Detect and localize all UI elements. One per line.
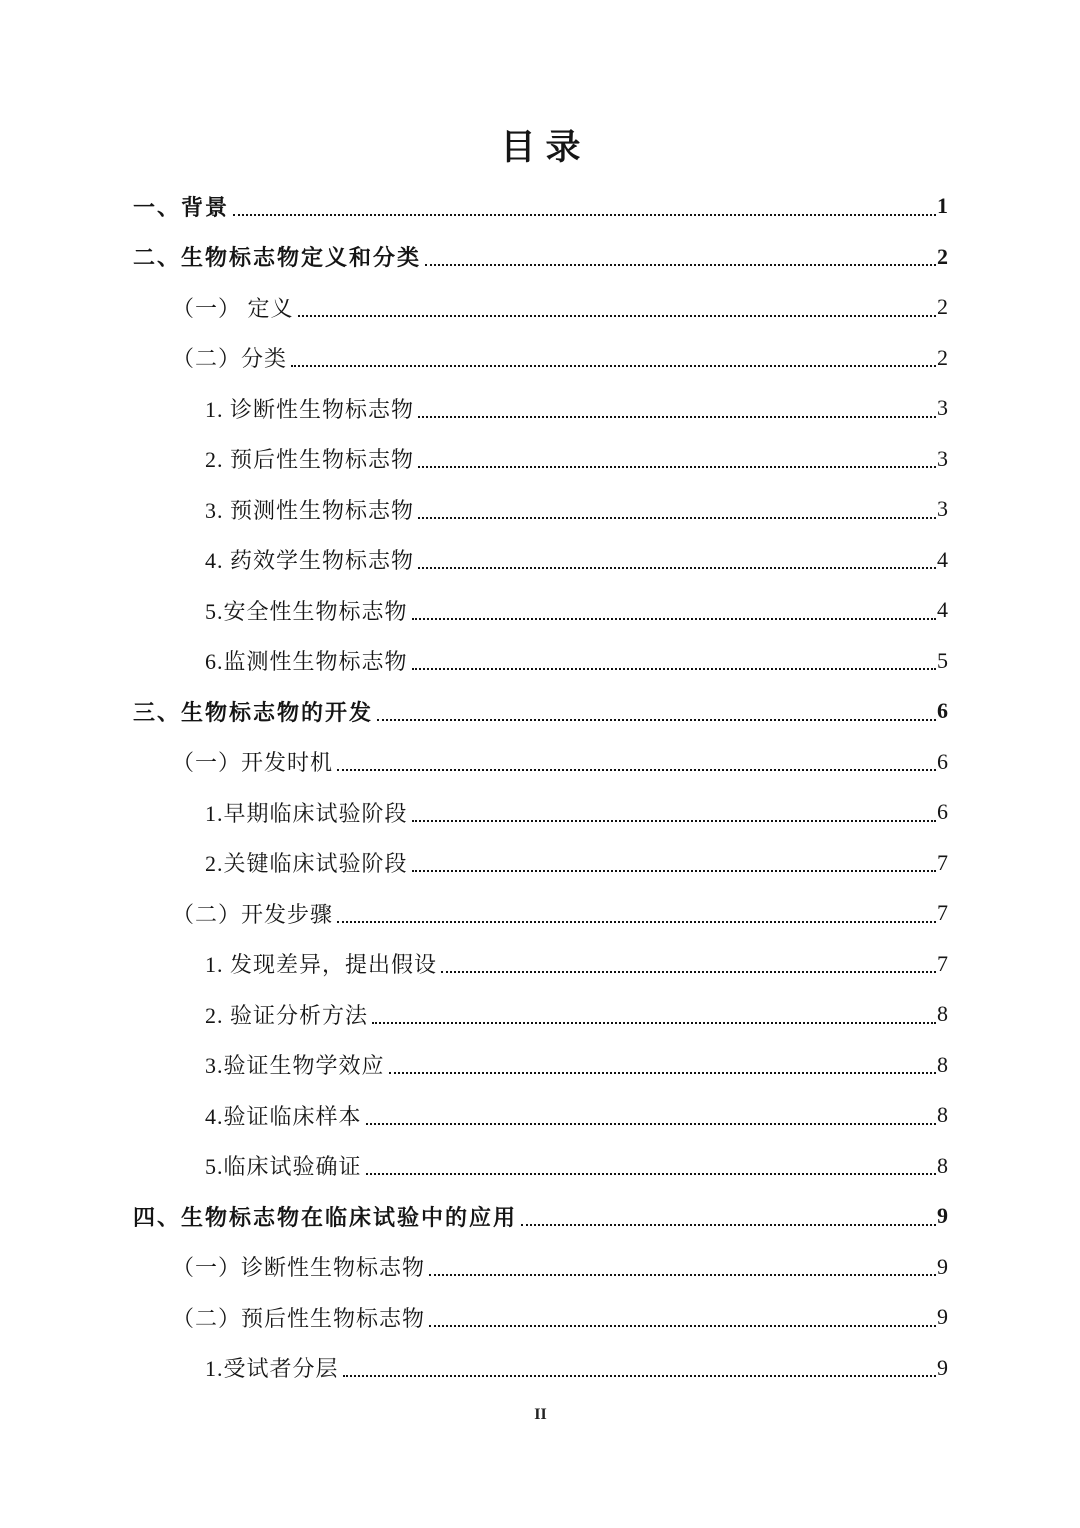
dot-leader-icon [441, 954, 936, 973]
page-title: 目录 [500, 128, 591, 167]
toc-entry[interactable] [133, 282, 948, 333]
dot-leader-icon [343, 1358, 936, 1377]
dot-leader-icon [233, 197, 936, 216]
dot-leader-icon [291, 348, 936, 367]
toc-entry[interactable] [133, 686, 948, 737]
toc-entry-page: 7 [937, 950, 948, 976]
dot-leader-icon [429, 1257, 936, 1276]
toc-entry-page: 9 [937, 1253, 948, 1279]
toc-entry-page: 5 [937, 647, 948, 673]
toc-entry-page: 8 [937, 1152, 948, 1178]
toc-entry-label: （一）诊断性生物标志物 [172, 1255, 426, 1281]
toc-entry-label: 4. 药效学生物标志物 [205, 548, 415, 574]
toc-entry-page: 4 [937, 546, 948, 572]
footer-page-number: II [534, 1406, 547, 1423]
toc-entry-label: 1. 诊断性生物标志物 [205, 396, 415, 422]
toc-entry[interactable] [133, 888, 948, 939]
toc-entry-label: （二）分类 [172, 346, 288, 372]
toc-entry-label: 6.监测性生物标志物 [205, 649, 408, 675]
dot-leader-icon [418, 500, 936, 519]
toc-entry-label: 3. 预测性生物标志物 [205, 497, 415, 523]
dot-leader-icon [418, 550, 936, 569]
toc-entry-label: 一、背景 [133, 194, 230, 220]
toc-entry[interactable] [133, 787, 948, 838]
toc-entry[interactable] [133, 1191, 948, 1242]
dot-leader-icon [418, 399, 936, 418]
dot-leader-icon [337, 752, 936, 771]
toc-entry-page: 4 [937, 597, 948, 623]
toc-entry[interactable] [133, 838, 948, 889]
toc-entry-page: 7 [937, 900, 948, 926]
toc-entry-page: 7 [937, 849, 948, 875]
toc-entry-page: 9 [937, 1304, 948, 1330]
toc-entry-label: 2. 预后性生物标志物 [205, 447, 415, 473]
toc-entry[interactable] [133, 585, 948, 636]
toc-entry[interactable] [133, 1242, 948, 1293]
toc-entry[interactable] [133, 434, 948, 485]
toc-list [133, 181, 948, 1393]
dot-leader-icon [337, 904, 936, 923]
toc-entry-page: 8 [937, 1051, 948, 1077]
toc-entry-page: 2 [937, 243, 948, 269]
toc-entry-label: 1.早期临床试验阶段 [205, 800, 408, 826]
toc-entry-label: 5.安全性生物标志物 [205, 598, 408, 624]
toc-entry[interactable] [133, 737, 948, 788]
toc-entry[interactable] [133, 989, 948, 1040]
toc-entry[interactable] [133, 1040, 948, 1091]
toc-entry-label: 四、生物标志物在临床试验中的应用 [133, 1204, 518, 1230]
toc-entry-label: （二）预后性生物标志物 [172, 1305, 426, 1331]
toc-entry-page: 3 [937, 445, 948, 471]
toc-entry-page: 6 [937, 698, 948, 724]
dot-leader-icon [366, 1156, 936, 1175]
dot-leader-icon [372, 1005, 936, 1024]
toc-entry-label: （一）开发时机 [172, 750, 334, 776]
toc-entry-page: 9 [937, 1203, 948, 1229]
toc-entry-label: 4.验证临床样本 [205, 1103, 362, 1129]
toc-entry[interactable] [133, 535, 948, 586]
toc-entry[interactable] [133, 939, 948, 990]
toc-entry-label: （一） 定义 [172, 295, 294, 321]
toc-entry-page: 6 [937, 748, 948, 774]
toc-entry[interactable] [133, 1141, 948, 1192]
dot-leader-icon [521, 1207, 936, 1226]
toc-entry-page: 2 [937, 294, 948, 320]
toc-entry-page: 8 [937, 1102, 948, 1128]
toc-entry-page: 6 [937, 799, 948, 825]
toc-entry[interactable] [133, 1292, 948, 1343]
toc-entry-label: 三、生物标志物的开发 [133, 699, 374, 725]
toc-entry-page: 3 [937, 496, 948, 522]
toc-entry[interactable] [133, 232, 948, 283]
toc-entry-label: 二、生物标志物定义和分类 [133, 245, 422, 271]
toc-entry[interactable] [133, 1343, 948, 1394]
dot-leader-icon [412, 651, 936, 670]
toc-entry-page: 1 [937, 193, 948, 219]
dot-leader-icon [389, 1055, 936, 1074]
dot-leader-icon [366, 1106, 936, 1125]
toc-entry-label: （二）开发步骤 [172, 901, 334, 927]
toc-entry-page: 3 [937, 395, 948, 421]
toc-entry[interactable] [133, 333, 948, 384]
toc-entry-page: 9 [937, 1354, 948, 1380]
toc-entry-label: 1. 发现差异，提出假设 [205, 952, 438, 978]
toc-entry[interactable] [133, 383, 948, 434]
toc-page [133, 0, 948, 1528]
dot-leader-icon [412, 601, 936, 620]
toc-entry-page: 8 [937, 1001, 948, 1027]
dot-leader-icon [429, 1308, 936, 1327]
dot-leader-icon [298, 298, 936, 317]
dot-leader-icon [377, 702, 936, 721]
toc-entry-label: 2. 验证分析方法 [205, 1002, 369, 1028]
dot-leader-icon [412, 803, 936, 822]
toc-entry-label: 3.验证生物学效应 [205, 1053, 385, 1079]
dot-leader-icon [418, 449, 936, 468]
toc-entry-label: 5.临床试验确证 [205, 1154, 362, 1180]
dot-leader-icon [412, 853, 936, 872]
toc-entry[interactable] [133, 181, 948, 232]
toc-entry-label: 1.受试者分层 [205, 1356, 339, 1382]
toc-entry-page: 2 [937, 344, 948, 370]
toc-entry[interactable] [133, 636, 948, 687]
toc-entry[interactable] [133, 1090, 948, 1141]
toc-entry-label: 2.关键临床试验阶段 [205, 851, 408, 877]
toc-entry[interactable] [133, 484, 948, 535]
dot-leader-icon [425, 247, 936, 266]
